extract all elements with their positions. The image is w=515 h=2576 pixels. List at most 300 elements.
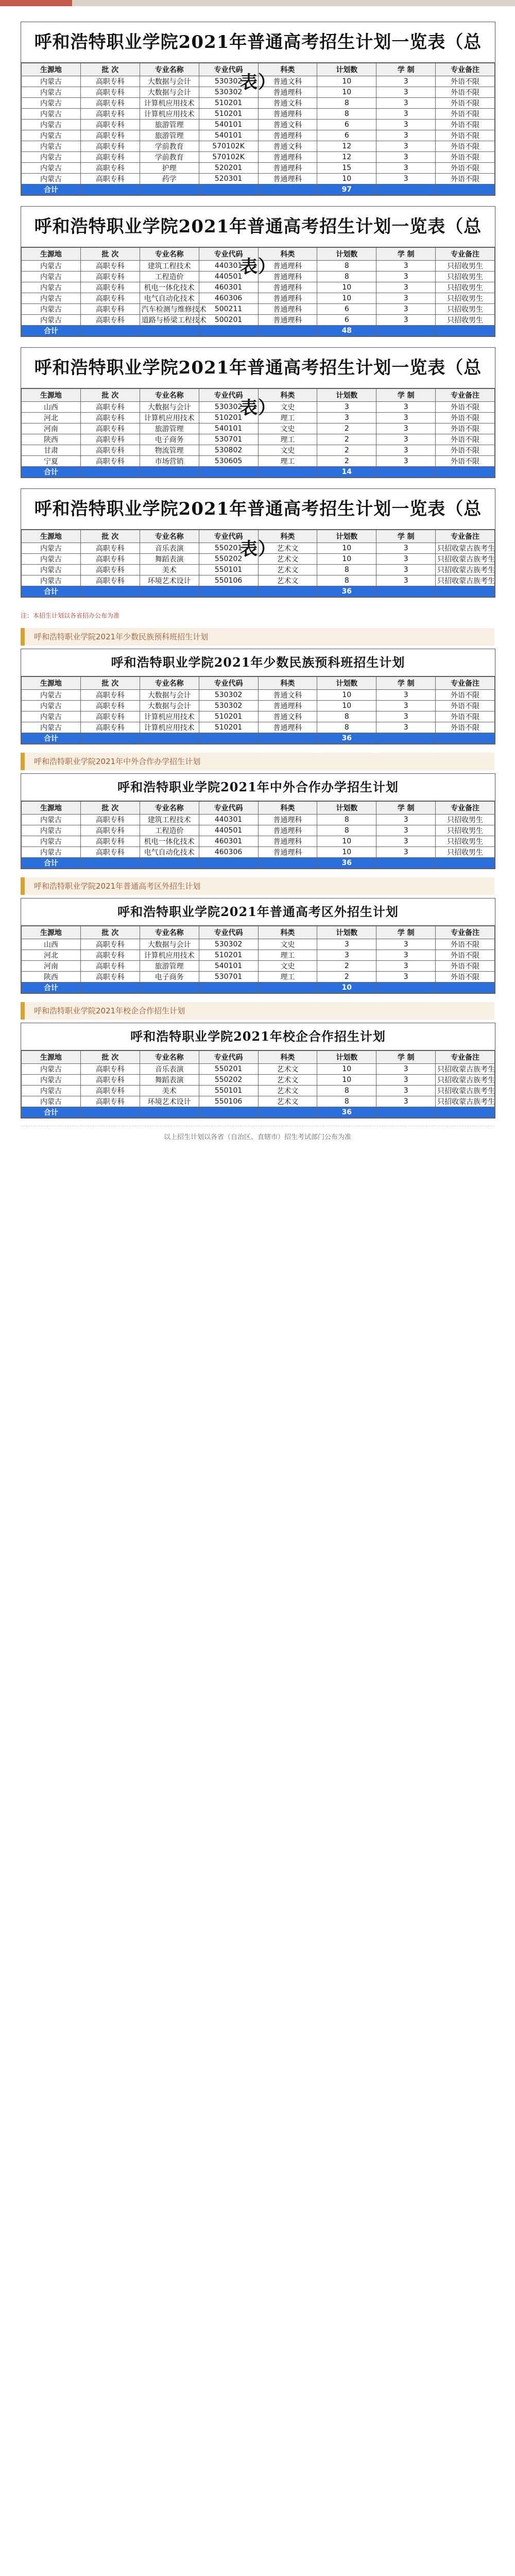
total-empty xyxy=(258,733,317,744)
table-cell: 530605 xyxy=(199,456,258,467)
table-cell: 电子商务 xyxy=(140,972,199,982)
section-banner: 呼和浩特职业学院2021年校企合作招生计划 xyxy=(21,1002,494,1020)
total-empty xyxy=(140,586,199,597)
table-cell: 550201 xyxy=(199,543,258,554)
total-row xyxy=(22,326,495,336)
table-cell: 旅游管理 xyxy=(140,961,199,972)
table-cell: 高职专科 xyxy=(80,413,140,423)
table-cell: 只招收蒙古族考生 xyxy=(436,554,495,565)
table-row xyxy=(22,961,495,972)
total-empty xyxy=(436,184,495,195)
total-count: 97 xyxy=(317,184,376,195)
column-header: 学 制 xyxy=(376,530,436,543)
table-cell: 440301 xyxy=(199,815,258,825)
total-row xyxy=(22,982,495,993)
table-cell: 电气自动化技术 xyxy=(140,293,199,304)
column-header: 批 次 xyxy=(80,802,140,815)
table-cell: 普通文科 xyxy=(258,690,317,701)
table-cell: 550106 xyxy=(199,1096,258,1107)
table-cell: 护理 xyxy=(140,163,199,174)
table-cell: 3 xyxy=(376,152,436,163)
total-count: 14 xyxy=(317,467,376,478)
table-cell: 外语不限 xyxy=(436,120,495,130)
column-header: 专业备注 xyxy=(436,530,495,543)
table-cell: 高职专科 xyxy=(80,76,140,87)
table-cell: 高职专科 xyxy=(80,722,140,733)
sheet-title: 呼和浩特职业学院2021年普通高考招生计划一览表（总表） xyxy=(21,22,495,63)
table-cell: 3 xyxy=(317,402,376,413)
table-cell: 3 xyxy=(376,402,436,413)
table-cell: 舞蹈表演 xyxy=(140,554,199,565)
table-cell: 460306 xyxy=(199,847,258,858)
total-empty xyxy=(80,858,140,869)
table-cell: 510201 xyxy=(199,711,258,722)
plan-table xyxy=(21,926,495,993)
column-header: 批 次 xyxy=(80,926,140,939)
column-header: 批 次 xyxy=(80,248,140,261)
column-header: 专业代码 xyxy=(199,63,258,76)
total-empty xyxy=(199,982,258,993)
table-cell: 文史 xyxy=(258,445,317,456)
table-cell: 高职专科 xyxy=(80,543,140,554)
table-cell: 内蒙古 xyxy=(22,815,81,825)
table-cell: 大数据与会计 xyxy=(140,87,199,98)
table-cell: 外语不限 xyxy=(436,98,495,109)
table-cell: 2 xyxy=(317,445,376,456)
column-header: 专业代码 xyxy=(199,677,258,690)
total-count: 36 xyxy=(317,858,376,869)
table-cell: 8 xyxy=(317,825,376,836)
column-header: 科类 xyxy=(258,530,317,543)
total-empty xyxy=(140,467,199,478)
table-cell: 3 xyxy=(376,130,436,141)
table-cell: 内蒙古 xyxy=(22,1064,81,1075)
table-cell: 10 xyxy=(317,836,376,847)
table-cell: 3 xyxy=(376,174,436,184)
table-cell: 外语不限 xyxy=(436,87,495,98)
table-cell: 艺术文 xyxy=(258,565,317,575)
table-cell: 3 xyxy=(376,413,436,423)
column-header: 专业代码 xyxy=(199,1051,258,1064)
column-header: 计划数 xyxy=(317,677,376,690)
table-cell: 汽车检测与维修技术 xyxy=(140,304,199,315)
table-cell: 内蒙古 xyxy=(22,722,81,733)
column-header: 专业代码 xyxy=(199,530,258,543)
table-cell: 内蒙古 xyxy=(22,711,81,722)
table-cell: 环境艺术设计 xyxy=(140,1096,199,1107)
table-cell: 3 xyxy=(376,565,436,575)
table-cell: 530302 xyxy=(199,701,258,711)
total-empty xyxy=(199,586,258,597)
table-cell: 510201 xyxy=(199,950,258,961)
table-cell: 外语不限 xyxy=(436,163,495,174)
table-cell: 550101 xyxy=(199,1086,258,1096)
table-cell: 内蒙古 xyxy=(22,1075,81,1086)
table-cell: 外语不限 xyxy=(436,174,495,184)
table-cell: 只招收男生 xyxy=(436,315,495,326)
table-cell: 计算机应用技术 xyxy=(140,950,199,961)
table-row xyxy=(22,315,495,326)
table-cell: 内蒙古 xyxy=(22,152,81,163)
table-row xyxy=(22,939,495,950)
table-cell: 计算机应用技术 xyxy=(140,98,199,109)
table-cell: 计算机应用技术 xyxy=(140,109,199,120)
total-empty xyxy=(140,1107,199,1118)
column-header: 专业名称 xyxy=(140,677,199,690)
table-cell: 机电一体化技术 xyxy=(140,282,199,293)
table-cell: 甘肃 xyxy=(22,445,81,456)
table-row xyxy=(22,130,495,141)
table-cell: 高职专科 xyxy=(80,836,140,847)
table-cell: 普通理科 xyxy=(258,152,317,163)
table-cell: 3 xyxy=(376,456,436,467)
table-cell: 460306 xyxy=(199,293,258,304)
sub-sheet-title: 呼和浩特职业学院2021年少数民族预科班招生计划 xyxy=(21,649,495,676)
table-cell: 3 xyxy=(376,315,436,326)
table-cell: 2 xyxy=(317,961,376,972)
table-cell: 520201 xyxy=(199,163,258,174)
total-empty xyxy=(376,733,436,744)
column-header: 计划数 xyxy=(317,926,376,939)
column-header: 生源地 xyxy=(22,1051,81,1064)
table-cell: 高职专科 xyxy=(80,272,140,282)
column-header: 专业名称 xyxy=(140,248,199,261)
table-cell: 只招收蒙古族考生 xyxy=(436,1075,495,1086)
table-row xyxy=(22,120,495,130)
table-cell: 高职专科 xyxy=(80,1096,140,1107)
table-cell: 内蒙古 xyxy=(22,315,81,326)
total-empty xyxy=(80,467,140,478)
table-row xyxy=(22,456,495,467)
table-cell: 3 xyxy=(317,413,376,423)
table-cell: 550201 xyxy=(199,1064,258,1075)
sub-sheet xyxy=(21,1023,495,1118)
table-cell: 3 xyxy=(317,950,376,961)
table-cell: 内蒙古 xyxy=(22,163,81,174)
table-cell: 520301 xyxy=(199,174,258,184)
table-cell: 普通文科 xyxy=(258,120,317,130)
table-cell: 高职专科 xyxy=(80,711,140,722)
table-cell: 外语不限 xyxy=(436,109,495,120)
plan-sheet xyxy=(21,206,495,337)
table-cell: 工程造价 xyxy=(140,825,199,836)
table-cell: 550101 xyxy=(199,565,258,575)
table-cell: 外语不限 xyxy=(436,152,495,163)
table-cell: 高职专科 xyxy=(80,130,140,141)
table-cell: 只招收男生 xyxy=(436,272,495,282)
column-header: 计划数 xyxy=(317,389,376,402)
total-empty xyxy=(436,1107,495,1118)
table-cell: 8 xyxy=(317,1086,376,1096)
column-header: 科类 xyxy=(258,1051,317,1064)
table-cell: 高职专科 xyxy=(80,304,140,315)
table-row xyxy=(22,109,495,120)
table-cell: 普通理科 xyxy=(258,315,317,326)
total-row xyxy=(22,858,495,869)
table-cell: 学前教育 xyxy=(140,141,199,152)
table-cell: 山西 xyxy=(22,402,81,413)
table-cell: 只招收男生 xyxy=(436,261,495,272)
table-cell: 电气自动化技术 xyxy=(140,847,199,858)
plan-table xyxy=(21,801,495,869)
table-cell: 普通理科 xyxy=(258,847,317,858)
table-cell: 8 xyxy=(317,98,376,109)
table-cell: 10 xyxy=(317,174,376,184)
column-header: 专业备注 xyxy=(436,677,495,690)
table-cell: 2 xyxy=(317,456,376,467)
note-text: 注：本招生计划以各省招办公布为准 xyxy=(21,612,120,619)
table-cell: 10 xyxy=(317,1075,376,1086)
table-cell: 460301 xyxy=(199,836,258,847)
column-header: 专业备注 xyxy=(436,926,495,939)
table-cell: 艺术文 xyxy=(258,1075,317,1086)
total-empty xyxy=(140,982,199,993)
sub-sheet xyxy=(21,649,495,744)
table-cell: 高职专科 xyxy=(80,1075,140,1086)
table-cell: 只招收男生 xyxy=(436,304,495,315)
table-cell: 3 xyxy=(376,293,436,304)
table-cell: 570102K xyxy=(199,152,258,163)
table-cell: 2 xyxy=(317,972,376,982)
total-empty xyxy=(376,1107,436,1118)
table-cell: 530302 xyxy=(199,76,258,87)
table-cell: 8 xyxy=(317,261,376,272)
table-cell: 460301 xyxy=(199,282,258,293)
column-header: 专业名称 xyxy=(140,802,199,815)
table-row xyxy=(22,972,495,982)
table-cell: 8 xyxy=(317,272,376,282)
table-cell: 550202 xyxy=(199,554,258,565)
table-cell: 只招收蒙古族考生 xyxy=(436,575,495,586)
table-row xyxy=(22,836,495,847)
table-cell: 宁夏 xyxy=(22,456,81,467)
table-cell: 550106 xyxy=(199,575,258,586)
column-header: 科类 xyxy=(258,389,317,402)
column-header: 计划数 xyxy=(317,1051,376,1064)
table-cell: 内蒙古 xyxy=(22,575,81,586)
table-row xyxy=(22,174,495,184)
table-cell: 陕西 xyxy=(22,434,81,445)
table-cell: 高职专科 xyxy=(80,120,140,130)
table-cell: 内蒙古 xyxy=(22,847,81,858)
total-empty xyxy=(436,858,495,869)
plan-sheet xyxy=(21,347,495,478)
table-cell: 学前教育 xyxy=(140,152,199,163)
table-cell: 旅游管理 xyxy=(140,423,199,434)
table-cell: 艺术文 xyxy=(258,543,317,554)
table-cell: 普通理科 xyxy=(258,109,317,120)
column-header: 专业代码 xyxy=(199,248,258,261)
table-cell: 旅游管理 xyxy=(140,130,199,141)
column-header: 专业代码 xyxy=(199,802,258,815)
total-label: 合计 xyxy=(22,858,81,869)
table-cell: 普通理科 xyxy=(258,163,317,174)
table-cell: 440501 xyxy=(199,825,258,836)
section-banner: 呼和浩特职业学院2021年普通高考区外招生计划 xyxy=(21,877,494,895)
table-cell: 3 xyxy=(376,543,436,554)
total-empty xyxy=(436,467,495,478)
table-cell: 高职专科 xyxy=(80,87,140,98)
table-cell: 只招收蒙古族考生 xyxy=(436,1064,495,1075)
total-empty xyxy=(140,184,199,195)
total-empty xyxy=(80,586,140,597)
column-header: 计划数 xyxy=(317,530,376,543)
total-label: 合计 xyxy=(22,467,81,478)
table-cell: 10 xyxy=(317,847,376,858)
table-cell: 普通理科 xyxy=(258,130,317,141)
table-cell: 高职专科 xyxy=(80,565,140,575)
table-cell: 3 xyxy=(376,445,436,456)
table-row xyxy=(22,690,495,701)
total-empty xyxy=(258,1107,317,1118)
table-cell: 3 xyxy=(376,939,436,950)
table-cell: 高职专科 xyxy=(80,445,140,456)
table-cell: 道路与桥梁工程技术 xyxy=(140,315,199,326)
total-empty xyxy=(140,733,199,744)
table-cell: 建筑工程技术 xyxy=(140,261,199,272)
table-cell: 高职专科 xyxy=(80,825,140,836)
table-cell: 510201 xyxy=(199,98,258,109)
table-cell: 540101 xyxy=(199,120,258,130)
table-cell: 高职专科 xyxy=(80,690,140,701)
table-cell: 3 xyxy=(376,272,436,282)
table-cell: 外语不限 xyxy=(436,402,495,413)
table-cell: 3 xyxy=(376,701,436,711)
table-cell: 理工 xyxy=(258,972,317,982)
table-cell: 高职专科 xyxy=(80,109,140,120)
table-row xyxy=(22,847,495,858)
column-header: 专业名称 xyxy=(140,926,199,939)
table-cell: 570102K xyxy=(199,141,258,152)
table-cell: 大数据与会计 xyxy=(140,690,199,701)
table-cell: 高职专科 xyxy=(80,261,140,272)
table-cell: 普通文科 xyxy=(258,98,317,109)
table-cell: 高职专科 xyxy=(80,1064,140,1075)
table-cell: 外语不限 xyxy=(436,456,495,467)
table-cell: 3 xyxy=(376,690,436,701)
table-cell: 12 xyxy=(317,152,376,163)
total-empty xyxy=(140,326,199,336)
column-header: 专业代码 xyxy=(199,926,258,939)
table-cell: 普通理科 xyxy=(258,293,317,304)
table-cell: 普通理科 xyxy=(258,87,317,98)
table-cell: 内蒙古 xyxy=(22,174,81,184)
total-empty xyxy=(80,982,140,993)
top-bar xyxy=(0,0,515,6)
column-header: 批 次 xyxy=(80,530,140,543)
table-cell: 外语不限 xyxy=(436,950,495,961)
table-cell: 510201 xyxy=(199,722,258,733)
table-cell: 3 xyxy=(376,711,436,722)
sub-sheet-title: 呼和浩特职业学院2021年中外合作办学招生计划 xyxy=(21,774,495,801)
total-label: 合计 xyxy=(22,733,81,744)
table-cell: 普通文科 xyxy=(258,141,317,152)
table-cell: 3 xyxy=(376,847,436,858)
table-cell: 10 xyxy=(317,293,376,304)
column-header: 学 制 xyxy=(376,677,436,690)
total-count: 36 xyxy=(317,733,376,744)
table-cell: 理工 xyxy=(258,456,317,467)
table-cell: 3 xyxy=(376,98,436,109)
table-cell: 3 xyxy=(376,434,436,445)
table-cell: 500211 xyxy=(199,304,258,315)
total-empty xyxy=(376,982,436,993)
table-cell: 普通文科 xyxy=(258,76,317,87)
table-cell: 普通理科 xyxy=(258,836,317,847)
table-cell: 3 xyxy=(376,76,436,87)
table-cell: 高职专科 xyxy=(80,402,140,413)
table-cell: 10 xyxy=(317,554,376,565)
total-empty xyxy=(80,326,140,336)
table-cell: 内蒙古 xyxy=(22,701,81,711)
table-cell: 外语不限 xyxy=(436,413,495,423)
plan-table xyxy=(21,676,495,744)
table-cell: 大数据与会计 xyxy=(140,76,199,87)
section-banner: 呼和浩特职业学院2021年中外合作办学招生计划 xyxy=(21,753,494,770)
table-cell: 8 xyxy=(317,815,376,825)
table-cell: 550202 xyxy=(199,1075,258,1086)
sheet-title: 呼和浩特职业学院2021年普通高考招生计划一览表（总表） xyxy=(21,207,495,247)
column-header: 专业名称 xyxy=(140,63,199,76)
total-empty xyxy=(199,184,258,195)
table-cell: 3 xyxy=(376,282,436,293)
column-header: 生源地 xyxy=(22,926,81,939)
total-label: 合计 xyxy=(22,586,81,597)
table-cell: 外语不限 xyxy=(436,423,495,434)
table-cell: 文史 xyxy=(258,961,317,972)
total-row xyxy=(22,467,495,478)
total-empty xyxy=(436,733,495,744)
table-cell: 3 xyxy=(376,141,436,152)
table-cell: 外语不限 xyxy=(436,690,495,701)
total-row xyxy=(22,184,495,195)
table-cell: 河南 xyxy=(22,961,81,972)
table-cell: 2 xyxy=(317,434,376,445)
plan-table xyxy=(21,1050,495,1118)
total-empty xyxy=(376,326,436,336)
table-cell: 15 xyxy=(317,163,376,174)
table-cell: 10 xyxy=(317,1064,376,1075)
column-header: 专业名称 xyxy=(140,389,199,402)
table-cell: 3 xyxy=(376,554,436,565)
column-header: 生源地 xyxy=(22,63,81,76)
total-label: 合计 xyxy=(22,184,81,195)
table-cell: 3 xyxy=(376,575,436,586)
table-cell: 8 xyxy=(317,711,376,722)
column-header: 学 制 xyxy=(376,1051,436,1064)
table-cell: 外语不限 xyxy=(436,141,495,152)
table-cell: 市场营销 xyxy=(140,456,199,467)
table-row xyxy=(22,1086,495,1096)
column-header: 专业代码 xyxy=(199,389,258,402)
table-row xyxy=(22,825,495,836)
table-cell: 外语不限 xyxy=(436,130,495,141)
table-cell: 3 xyxy=(376,423,436,434)
total-count: 10 xyxy=(317,982,376,993)
table-cell: 外语不限 xyxy=(436,445,495,456)
top-bar-accent xyxy=(0,0,72,6)
total-empty xyxy=(80,184,140,195)
table-cell: 只招收男生 xyxy=(436,815,495,825)
sub-sheet-title: 呼和浩特职业学院2021年普通高考区外招生计划 xyxy=(21,899,495,926)
total-empty xyxy=(199,1107,258,1118)
table-cell: 10 xyxy=(317,87,376,98)
total-empty xyxy=(199,326,258,336)
table-cell: 530302 xyxy=(199,402,258,413)
table-row xyxy=(22,722,495,733)
total-empty xyxy=(199,733,258,744)
column-header: 学 制 xyxy=(376,63,436,76)
